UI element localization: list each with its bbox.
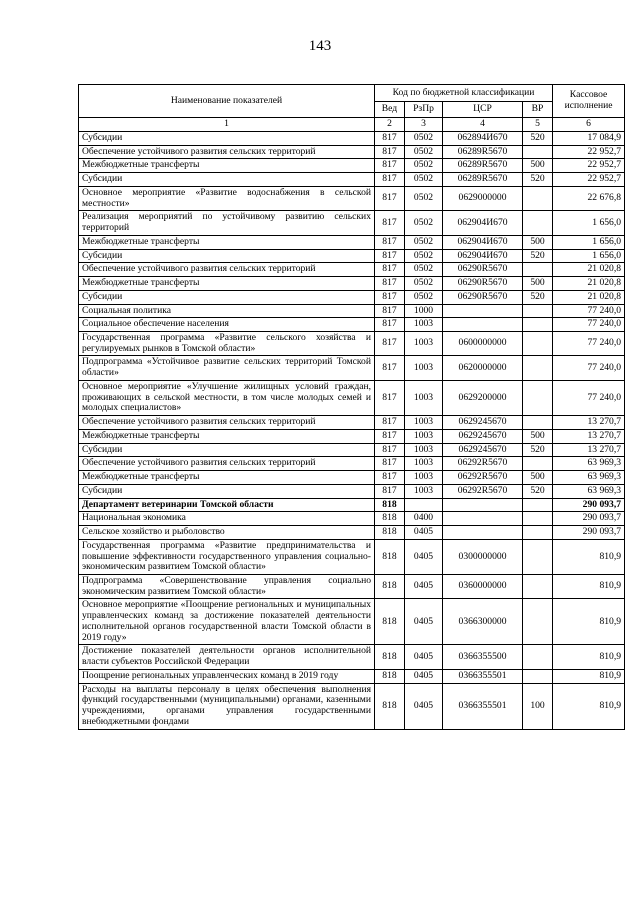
cell-csr: 06292R5670 <box>443 484 523 498</box>
table-row <box>79 457 625 471</box>
cell-name: Подпрограмма «Совершенствование управления социально экономическим развитием Томской области» <box>79 574 375 598</box>
header-ved: Вед <box>375 102 405 118</box>
cell-rzpr: 1003 <box>405 318 443 332</box>
cell-rzpr: 0502 <box>405 159 443 173</box>
cell-vr <box>523 380 553 415</box>
cell-amount: 290 093,7 <box>553 498 625 512</box>
cell-name: Субсидии <box>79 173 375 187</box>
cell-amount: 22 952,7 <box>553 173 625 187</box>
cell-rzpr: 1003 <box>405 356 443 380</box>
header-name: Наименование показателей <box>79 85 375 118</box>
cell-csr: 0620000000 <box>443 356 523 380</box>
cell-ved: 818 <box>375 683 405 729</box>
cell-csr: 06292R5670 <box>443 471 523 485</box>
cell-ved: 817 <box>375 186 405 210</box>
cell-ved: 817 <box>375 235 405 249</box>
cell-name: Основное мероприятие «Поощрение региональных и муниципальных управленческих команд за достижение показателей деятельности исполнительной органов государственной власти Томской области в 2019 году» <box>79 599 375 645</box>
cell-rzpr: 1000 <box>405 304 443 318</box>
cell-name: Обеспечение устойчивого развития сельских территорий <box>79 263 375 277</box>
cell-vr: 500 <box>523 277 553 291</box>
cell-ved: 817 <box>375 332 405 356</box>
cell-csr: 06290R5670 <box>443 290 523 304</box>
cell-ved: 817 <box>375 380 405 415</box>
header-col-1: 1 <box>79 118 375 132</box>
cell-amount: 77 240,0 <box>553 318 625 332</box>
header-csr: ЦСР <box>443 102 523 118</box>
cell-amount: 1 656,0 <box>553 211 625 235</box>
cell-amount: 1 656,0 <box>553 235 625 249</box>
cell-vr: 520 <box>523 484 553 498</box>
cell-name: Обеспечение устойчивого развития сельских территорий <box>79 457 375 471</box>
cell-rzpr <box>405 498 443 512</box>
table-row <box>79 249 625 263</box>
cell-csr: 0600000000 <box>443 332 523 356</box>
cell-vr <box>523 263 553 277</box>
cell-amount: 810,9 <box>553 599 625 645</box>
cell-vr <box>523 599 553 645</box>
cell-name: Субсидии <box>79 290 375 304</box>
cell-rzpr: 0502 <box>405 186 443 210</box>
cell-csr: 06290R5670 <box>443 277 523 291</box>
cell-vr <box>523 457 553 471</box>
cell-vr <box>523 332 553 356</box>
cell-vr <box>523 318 553 332</box>
cell-csr: 062894И670 <box>443 132 523 146</box>
cell-name: Обеспечение устойчивого развития сельских территорий <box>79 416 375 430</box>
table-row <box>79 132 625 146</box>
cell-ved: 817 <box>375 318 405 332</box>
cell-amount: 21 020,8 <box>553 290 625 304</box>
table-row <box>79 574 625 598</box>
cell-name: Департамент ветеринарии Томской области <box>79 498 375 512</box>
cell-vr <box>523 145 553 159</box>
cell-ved: 817 <box>375 443 405 457</box>
cell-csr <box>443 512 523 526</box>
cell-ved: 818 <box>375 526 405 540</box>
cell-rzpr: 1003 <box>405 429 443 443</box>
cell-csr: 062904И670 <box>443 249 523 263</box>
cell-vr <box>523 539 553 574</box>
cell-name: Реализация мероприятий по устойчивому развитию сельских территорий <box>79 211 375 235</box>
cell-amount: 21 020,8 <box>553 277 625 291</box>
cell-ved: 817 <box>375 249 405 263</box>
table-body <box>79 132 625 730</box>
cell-name: Государственная программа «Развитие сельского хозяйства и регулируемых рынков в Томской области» <box>79 332 375 356</box>
cell-csr: 0366355500 <box>443 645 523 669</box>
table-row <box>79 290 625 304</box>
table-row <box>79 304 625 318</box>
cell-rzpr: 0405 <box>405 683 443 729</box>
cell-name: Подпрограмма «Устойчивое развитие сельских территорий Томской области» <box>79 356 375 380</box>
cell-csr: 0629245670 <box>443 416 523 430</box>
cell-amount: 13 270,7 <box>553 429 625 443</box>
cell-csr: 06289R5670 <box>443 173 523 187</box>
table-row <box>79 429 625 443</box>
cell-csr: 06289R5670 <box>443 159 523 173</box>
table-row <box>79 145 625 159</box>
table-row <box>79 539 625 574</box>
cell-amount: 21 020,8 <box>553 263 625 277</box>
cell-ved: 817 <box>375 132 405 146</box>
table-row <box>79 186 625 210</box>
cell-ved: 817 <box>375 304 405 318</box>
cell-vr: 500 <box>523 159 553 173</box>
cell-ved: 817 <box>375 484 405 498</box>
cell-csr: 062904И670 <box>443 235 523 249</box>
cell-vr <box>523 356 553 380</box>
cell-name: Обеспечение устойчивого развития сельских территорий <box>79 145 375 159</box>
table-row <box>79 159 625 173</box>
cell-name: Межбюджетные трансферты <box>79 471 375 485</box>
cell-rzpr: 0502 <box>405 132 443 146</box>
cell-csr: 0366300000 <box>443 599 523 645</box>
cell-amount: 77 240,0 <box>553 304 625 318</box>
cell-ved: 818 <box>375 512 405 526</box>
cell-vr <box>523 186 553 210</box>
cell-vr <box>523 498 553 512</box>
cell-name: Субсидии <box>79 443 375 457</box>
cell-name: Основное мероприятие «Улучшение жилищных условий граждан, проживающих в сельской местности, в том числе молодых семей и молодых специалистов» <box>79 380 375 415</box>
cell-ved: 817 <box>375 457 405 471</box>
header-cash: Кассовое исполнение <box>553 85 625 118</box>
cell-name: Субсидии <box>79 132 375 146</box>
table-row <box>79 512 625 526</box>
cell-csr: 0629000000 <box>443 186 523 210</box>
cell-amount: 63 969,3 <box>553 457 625 471</box>
cell-vr <box>523 211 553 235</box>
cell-amount: 1 656,0 <box>553 249 625 263</box>
header-col-5: 5 <box>523 118 553 132</box>
table-row <box>79 263 625 277</box>
cell-vr: 500 <box>523 235 553 249</box>
cell-csr: 0366355501 <box>443 669 523 683</box>
cell-vr: 520 <box>523 290 553 304</box>
cell-csr: 0629245670 <box>443 443 523 457</box>
table-row <box>79 318 625 332</box>
cell-ved: 817 <box>375 429 405 443</box>
cell-vr <box>523 669 553 683</box>
cell-name: Национальная экономика <box>79 512 375 526</box>
cell-rzpr: 0502 <box>405 211 443 235</box>
cell-ved: 817 <box>375 173 405 187</box>
cell-csr <box>443 526 523 540</box>
header-rzpr: РзПр <box>405 102 443 118</box>
table-row <box>79 235 625 249</box>
cell-vr: 100 <box>523 683 553 729</box>
table-row <box>79 443 625 457</box>
header-code-group: Код по бюджетной классификации <box>375 85 553 102</box>
cell-ved: 817 <box>375 356 405 380</box>
cell-name: Расходы на выплаты персоналу в целях обеспечения выполнения функций государственными (муниципальными) органами, казенными учреждениями, органами управления государственными внебюджетными фондами <box>79 683 375 729</box>
cell-vr <box>523 304 553 318</box>
table-row <box>79 332 625 356</box>
cell-vr: 520 <box>523 132 553 146</box>
cell-ved: 817 <box>375 277 405 291</box>
page-number: 143 <box>308 38 332 54</box>
table-row <box>79 526 625 540</box>
cell-amount: 77 240,0 <box>553 356 625 380</box>
cell-rzpr: 1003 <box>405 380 443 415</box>
cell-amount: 810,9 <box>553 539 625 574</box>
cell-name: Государственная программа «Развитие предпринимательства и повышение эффективности государственного управления социально-экономическим развитием Томской области» <box>79 539 375 574</box>
table-row <box>79 669 625 683</box>
cell-name: Субсидии <box>79 484 375 498</box>
cell-rzpr: 1003 <box>405 443 443 457</box>
cell-name: Социальная политика <box>79 304 375 318</box>
cell-amount: 810,9 <box>553 645 625 669</box>
cell-name: Поощрение региональных управленческих команд в 2019 году <box>79 669 375 683</box>
cell-rzpr: 1003 <box>405 416 443 430</box>
cell-name: Достижение показателей деятельности органов исполнительной власти субъектов Российской Федерации <box>79 645 375 669</box>
cell-name: Социальное обеспечение населения <box>79 318 375 332</box>
cell-csr: 062904И670 <box>443 211 523 235</box>
cell-rzpr: 0400 <box>405 512 443 526</box>
cell-rzpr: 1003 <box>405 457 443 471</box>
cell-vr <box>523 574 553 598</box>
cell-name: Основное мероприятие «Развитие водоснабжения в сельской местности» <box>79 186 375 210</box>
cell-vr <box>523 645 553 669</box>
cell-amount: 290 093,7 <box>553 512 625 526</box>
cell-amount: 13 270,7 <box>553 416 625 430</box>
cell-rzpr: 0405 <box>405 526 443 540</box>
cell-vr: 520 <box>523 173 553 187</box>
cell-ved: 817 <box>375 211 405 235</box>
budget-execution-table <box>78 84 625 730</box>
cell-rzpr: 0502 <box>405 249 443 263</box>
cell-csr: 0300000000 <box>443 539 523 574</box>
cell-rzpr: 0405 <box>405 539 443 574</box>
cell-csr: 0629245670 <box>443 429 523 443</box>
header-col-6: 6 <box>553 118 625 132</box>
table-row <box>79 277 625 291</box>
cell-rzpr: 0502 <box>405 290 443 304</box>
cell-name: Межбюджетные трансферты <box>79 429 375 443</box>
cell-amount: 810,9 <box>553 574 625 598</box>
cell-amount: 13 270,7 <box>553 443 625 457</box>
cell-ved: 818 <box>375 498 405 512</box>
cell-amount: 63 969,3 <box>553 471 625 485</box>
cell-ved: 818 <box>375 574 405 598</box>
cell-name: Межбюджетные трансферты <box>79 277 375 291</box>
table-row <box>79 484 625 498</box>
cell-amount: 22 952,7 <box>553 145 625 159</box>
table-row <box>79 356 625 380</box>
cell-rzpr: 0502 <box>405 173 443 187</box>
cell-rzpr: 0502 <box>405 235 443 249</box>
cell-rzpr: 0405 <box>405 574 443 598</box>
cell-amount: 810,9 <box>553 683 625 729</box>
header-vr: ВР <box>523 102 553 118</box>
cell-amount: 290 093,7 <box>553 526 625 540</box>
cell-vr <box>523 526 553 540</box>
cell-name: Субсидии <box>79 249 375 263</box>
cell-rzpr: 1003 <box>405 484 443 498</box>
cell-ved: 817 <box>375 159 405 173</box>
table-row <box>79 498 625 512</box>
cell-csr: 0366355501 <box>443 683 523 729</box>
cell-amount: 63 969,3 <box>553 484 625 498</box>
cell-csr: 06292R5670 <box>443 457 523 471</box>
table-row <box>79 645 625 669</box>
cell-name: Межбюджетные трансферты <box>79 235 375 249</box>
cell-amount: 77 240,0 <box>553 380 625 415</box>
cell-ved: 817 <box>375 263 405 277</box>
cell-rzpr: 0405 <box>405 669 443 683</box>
cell-rzpr: 1003 <box>405 471 443 485</box>
cell-rzpr: 0405 <box>405 599 443 645</box>
header-col-3: 3 <box>405 118 443 132</box>
table-row <box>79 683 625 729</box>
cell-ved: 818 <box>375 599 405 645</box>
cell-amount: 77 240,0 <box>553 332 625 356</box>
cell-csr: 0629200000 <box>443 380 523 415</box>
cell-rzpr: 0405 <box>405 645 443 669</box>
cell-vr <box>523 416 553 430</box>
table-row <box>79 380 625 415</box>
table-row <box>79 471 625 485</box>
cell-rzpr: 0502 <box>405 277 443 291</box>
cell-csr: 06289R5670 <box>443 145 523 159</box>
cell-vr: 500 <box>523 429 553 443</box>
cell-ved: 817 <box>375 416 405 430</box>
cell-ved: 817 <box>375 145 405 159</box>
table-row <box>79 599 625 645</box>
cell-name: Сельское хозяйство и рыболовство <box>79 526 375 540</box>
cell-amount: 810,9 <box>553 669 625 683</box>
cell-ved: 817 <box>375 290 405 304</box>
cell-csr <box>443 318 523 332</box>
table-row <box>79 173 625 187</box>
cell-rzpr: 0502 <box>405 145 443 159</box>
cell-rzpr: 0502 <box>405 263 443 277</box>
cell-csr <box>443 498 523 512</box>
cell-name: Межбюджетные трансферты <box>79 159 375 173</box>
header-col-4: 4 <box>443 118 523 132</box>
cell-vr <box>523 512 553 526</box>
cell-amount: 22 952,7 <box>553 159 625 173</box>
cell-rzpr: 1003 <box>405 332 443 356</box>
cell-csr: 06290R5670 <box>443 263 523 277</box>
cell-amount: 22 676,8 <box>553 186 625 210</box>
cell-ved: 818 <box>375 669 405 683</box>
cell-vr: 500 <box>523 471 553 485</box>
cell-ved: 818 <box>375 539 405 574</box>
cell-amount: 17 084,9 <box>553 132 625 146</box>
cell-vr: 520 <box>523 443 553 457</box>
cell-vr: 520 <box>523 249 553 263</box>
table-row <box>79 211 625 235</box>
cell-csr <box>443 304 523 318</box>
table-row <box>79 416 625 430</box>
cell-ved: 817 <box>375 471 405 485</box>
cell-csr: 0360000000 <box>443 574 523 598</box>
header-col-2: 2 <box>375 118 405 132</box>
cell-ved: 818 <box>375 645 405 669</box>
